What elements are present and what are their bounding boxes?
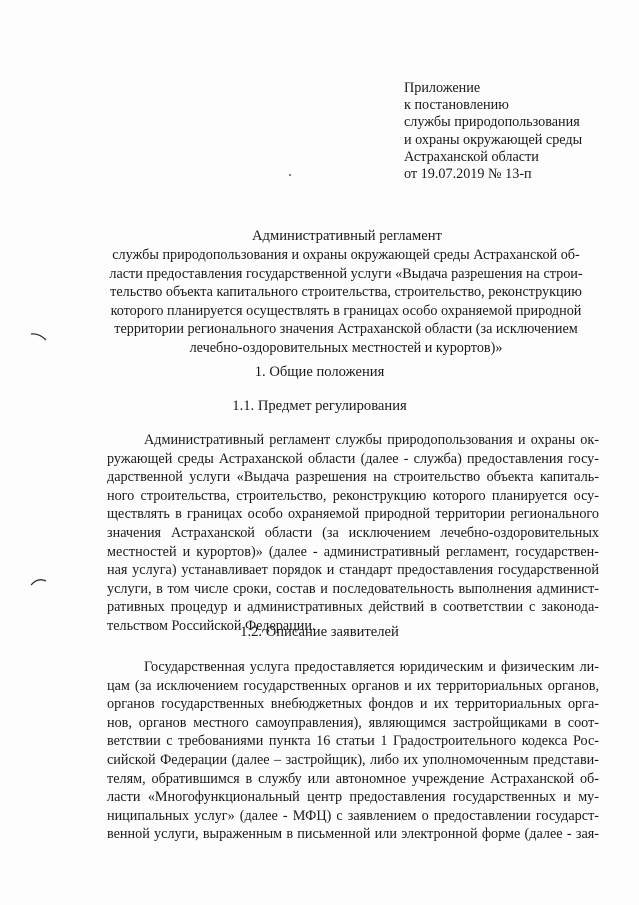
subtitle-line: службы природопользования и охраны окружающей среды Астраханской об- xyxy=(112,247,580,263)
appendix-block xyxy=(404,80,582,183)
paragraph-line: ниципальных услуг» (далее - МФЦ) с заявлением о предоставлении государст- xyxy=(107,807,599,824)
section-heading-subject: 1.1. Предмет регулирования xyxy=(232,398,407,414)
punch-hole-mark xyxy=(30,577,48,587)
paragraph-line: Административный регламент службы природопользования и охраны ок- xyxy=(144,432,599,448)
subtitle-line: территории регионального значения Астраханской области (за исключением xyxy=(114,321,578,338)
paragraph-line: Государственная услуга предоставляется юридическим и физическим ли- xyxy=(144,659,599,675)
paragraph-line: ществлять в границах особо охраняемой природной территории регионального xyxy=(107,506,599,523)
paragraph-line: местностей и курортов)» (далее - административный регламент, государствен- xyxy=(107,543,599,560)
paragraph-line: ветствии с требованиями пункта 16 статьи 1 Градостроительного кодекса Рос- xyxy=(107,733,599,750)
paragraph-line: дарственной услуги «Выдача разрешения на строительство объекта капиталь- xyxy=(107,469,599,486)
section-heading-general: 1. Общие положения xyxy=(254,364,385,380)
subtitle-line: тельство объекта капитального строительства, строительство, реконструкцию xyxy=(110,284,582,301)
appendix-line: от 19.07.2019 № 13-п xyxy=(404,166,532,183)
paragraph-line: органов государственных внебюджетных фондов и их территориальных орга- xyxy=(107,696,599,713)
document-title: Административный регламент xyxy=(252,228,442,244)
paragraph-line: нов, органов местного самоуправления), являющимся застройщиками в соот- xyxy=(107,714,599,731)
paragraph-line: ружающей среды Астраханской области (далее - служба) предоставления госу- xyxy=(107,450,599,467)
punch-hole-mark xyxy=(30,332,48,342)
paragraph-line: ного строительства, строительство, реконструкцию которого планируется осу- xyxy=(107,487,599,504)
paragraph-line: цам (за исключением государственных органов и их территориальных органов, xyxy=(107,677,599,694)
paragraph-line: венной услуги, выраженным в письменной или электронной форме (далее - зая- xyxy=(107,826,599,843)
appendix-line: к постановлению xyxy=(404,97,509,114)
subtitle-line: которого планируется осуществлять в границах особо охраняемой природной xyxy=(110,302,582,319)
appendix-line: Астраханской области xyxy=(404,148,539,165)
section-heading-applicants: 1.2. Описание заявителей xyxy=(240,624,399,640)
paragraph-line: ративных процедур и административных действий в соответствии с законода- xyxy=(107,599,599,616)
subtitle-line: ласти предоставления государственной услуги «Выдача разрешения на строи- xyxy=(109,265,583,282)
paragraph-line: ласти «Многофункциональный центр предоставления государственных и му- xyxy=(107,789,599,806)
subtitle-line: лечебно-оздоровительных местностей и курортов)» xyxy=(189,339,503,356)
appendix-line: и охраны окружающей среды xyxy=(404,131,583,148)
paragraph-line: ная услуга) устанавливает порядок и стандарт предоставления государственной xyxy=(107,562,599,579)
appendix-line: службы природопользования xyxy=(404,114,580,131)
paragraph-subject xyxy=(107,431,599,636)
paragraph-line: значения Астраханской области (за исключением лечебно-оздоровительных xyxy=(107,524,599,541)
paragraph-line: телям, обратившимся в службу или автономное учреждение Астраханской об- xyxy=(107,770,599,787)
scan-speck xyxy=(289,174,291,176)
document-subtitle xyxy=(96,246,596,358)
paragraph-line: услуги, в том числе сроки, состав и последовательность выполнения админист- xyxy=(107,580,599,597)
paragraph-line: сийской Федерации (далее – застройщик), либо их уполномоченным представи- xyxy=(107,751,599,768)
paragraph-line: тельством Российской Федерации. xyxy=(107,617,316,634)
paragraph-applicants xyxy=(107,658,599,844)
appendix-line: Приложение xyxy=(404,80,481,96)
